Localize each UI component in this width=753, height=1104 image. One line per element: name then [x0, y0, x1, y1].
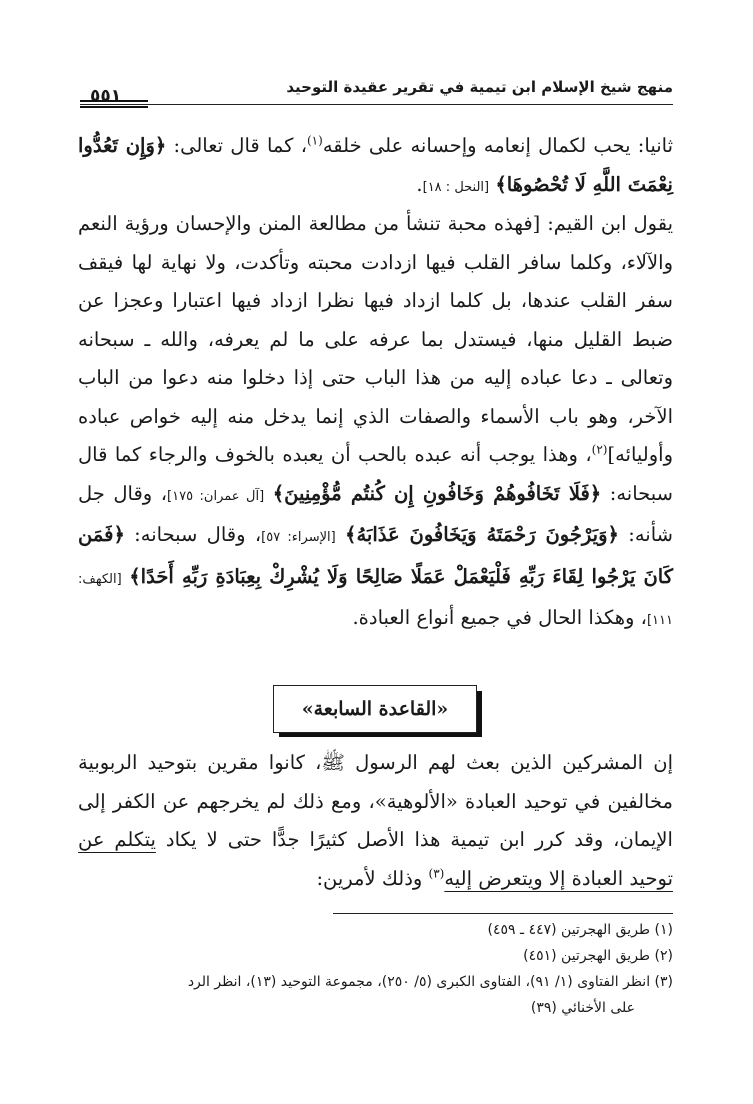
para1-end: . [416, 172, 423, 196]
paragraph-love-for-blessings [78, 127, 673, 207]
verse-reference-al-imran: [آل عمران: ١٧٥] [167, 488, 265, 504]
quran-verse-isra: ﴿وَيَرْجُونَ رَحْمَتَهُ وَيَخَافُونَ عَذَابَهُ﴾ [345, 523, 619, 546]
quran-verse-kahf: ﴿فَمَن كَانَ يَرْجُوا لِقَاءَ رَبِّهِ فَلْيَعْمَلْ عَمَلًا صَالِحًا وَلَا يُشْرِكْ بِعِبَادَةِ رَبِّهِ أَحَدًا﴾ [78, 523, 673, 588]
quran-verse-nahl: ﴿وَإِن تَعُدُّوا نِعْمَتَ اللَّهِ لَا تُحْصُوهَا﴾ [78, 134, 673, 196]
underlined-text: يتكلم عن توحيد العبادة إلا ويتعرض إليه [78, 828, 673, 890]
verse-reference-kahf: [الكهف: ١١١] [78, 571, 673, 628]
footnote-1: (١) طريق الهجرتين (٤٤٧ ـ ٤٥٩) [487, 922, 673, 938]
para3-text: إن المشركين الذين بعث لهم الرسول ﷺ، كانوا مقرين بتوحيد الربوبية مخالفين في توحيد العبادة «الألوهية»، ومع ذلك لم يخرجهم عن الكفر إلى الإيمان، وقد كرر ابن تيمية هذا الأصل كثيرًا جدًّا حتى لا يكاد [78, 751, 673, 851]
para2-text-c: ، وقال جل شأنه: [78, 481, 673, 546]
footnote-ref-2[interactable]: (٢) [591, 442, 608, 457]
footnote-3: (٣) انظر الفتاوى (١/ ٩١)، الفتاوى الكبرى (٥/ ٢٥٠)، مجموعة التوحيد (١٣)، انظر الرد [187, 974, 673, 990]
verse-reference-nahl: [النحل : ١٨] [422, 179, 490, 195]
para2-text-e: ، وهكذا الحال في جميع أنواع العبادة. [352, 606, 647, 629]
para2-text-b: ، وهذا يوجب أنه عبده بالحب أن يعبده بالخوف والرجاء كما قال سبحانه: [78, 443, 673, 505]
quran-verse-al-imran: ﴿فَلَا تَخَافُوهُمْ وَخَافُونِ إِن كُنتُم مُّؤْمِنِينَ﴾ [272, 481, 602, 505]
verse-reference-isra: [الإسراء: ٥٧] [261, 530, 336, 545]
footnote-3-continuation: على الأخنائي (٣٩) [530, 1000, 635, 1016]
section-heading-box [273, 685, 483, 737]
page-number: ٥٥١ [90, 86, 122, 106]
section-heading: «القاعدة السابعة» [273, 685, 477, 733]
page-header [80, 72, 673, 112]
para1-text-b: ، كما قال تعالى: [166, 134, 307, 157]
footnote-ref-3[interactable]: (٣) [428, 866, 445, 880]
footnote-ref-1[interactable]: (١) [306, 133, 323, 148]
header-rule [80, 104, 673, 105]
para1-text: ثانيا: يحب لكمال إنعامه وإحسانه على خلقه [322, 134, 673, 157]
ibn-qayyim-quote-text: يقول ابن القيم: [فهذه محبة تنشأ من مطالعة المنن والإحسان ورؤية النعم والآلاء، وكلما سافر القلب فيها ازدادت محبته وتأكدت، ولا نهاية لها فيقف سفر القلب عندها، بل كلما ازداد فيها نظرا ازداد فيها اعتبارا وعجزا عن ضبط القليل منها، فيستدل بما عرفه على ما لم يعرفه، والله ـ سبحانه وتعالى ـ دعا عباده إليه من هذا الباب حتى إذا دخلوا منه دعوا من الباب الآخر، وهو باب الأسماء والصفات الذي إنما يدخل منه إليه خواص عباده وأوليائه] [78, 212, 673, 466]
para2-text-d: ، وقال سبحانه: [124, 523, 262, 546]
paragraph-ibn-qayyim-quote [78, 205, 673, 641]
footnote-2: (٢) طريق الهجرتين (٤٥١) [523, 948, 673, 964]
running-title: منهج شيخ الإسلام ابن تيمية في تقرير عقيدة التوحيد [286, 78, 673, 96]
para3-text-b: وذلك لأمرين: [316, 866, 429, 890]
footnote-separator [333, 913, 673, 914]
paragraph-seventh-rule [78, 744, 673, 898]
footnotes [80, 917, 673, 1021]
